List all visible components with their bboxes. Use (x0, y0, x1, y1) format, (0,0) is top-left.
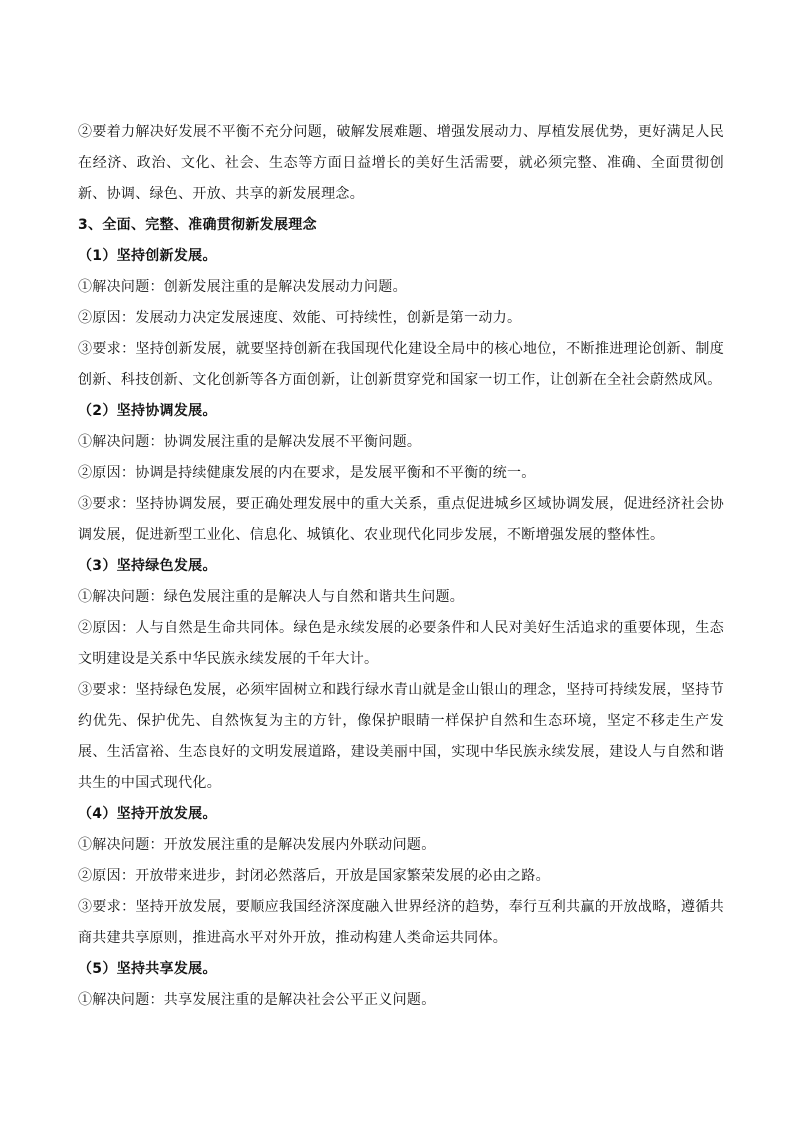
paragraph-body: ②要着力解决好发展不平衡不充分问题，破解发展难题、增强发展动力、厚植发展优势，更好满足人民在经济、政治、文化、社会、生态等方面日益增长的美好生活需要，就必须完整、准确、全面贯彻创新、协调、绿色、开放、共享的新发展理念。 (78, 124, 724, 202)
section-heading: 3、全面、完整、准确贯彻新发展理念 (78, 217, 317, 233)
paragraph-body: ①解决问题：共享发展注重的是解决社会公平正义问题。 (78, 992, 436, 1008)
subsection-heading-openness: （4）坚持开放发展。 (78, 806, 217, 822)
subsection-heading-green: （3）坚持绿色发展。 (78, 558, 217, 574)
document-body (78, 117, 724, 1016)
paragraph-body: ①解决问题：开放发展注重的是解决发展内外联动问题。 (78, 837, 436, 853)
paragraph-body: ①解决问题：协调发展注重的是解决发展不平衡问题。 (78, 434, 422, 450)
paragraph-body: ②原因：发展动力决定发展速度、效能、可持续性，创新是第一动力。 (78, 310, 522, 326)
paragraph-body: ②原因：协调是持续健康发展的内在要求，是发展平衡和不平衡的统一。 (78, 465, 536, 481)
paragraph-body: ③要求：坚持创新发展，就要坚持创新在我国现代化建设全局中的核心地位，不断推进理论创新、制度创新、科技创新、文化创新等各方面创新，让创新贯穿党和国家一切工作，让创新在全社会蔚然成风。 (78, 341, 724, 388)
paragraph-body: ③要求：坚持绿色发展，必须牢固树立和践行绿水青山就是金山银山的理念，坚持可持续发展，坚持节约优先、保护优先、自然恢复为主的方针，像保护眼睛一样保护自然和生态环境，坚定不移走生产发展、生活富裕、生态良好的文明发展道路，建设美丽中国，实现中华民族永续发展，建设人与自然和谐共生的中国式现代化。 (78, 682, 724, 791)
paragraph-body: ②原因：人与自然是生命共同体。绿色是永续发展的必要条件和人民对美好生活追求的重要体现，生态文明建设是关系中华民族永续发展的千年大计。 (78, 620, 724, 667)
paragraph-body: ①解决问题：绿色发展注重的是解决人与自然和谐共生问题。 (78, 589, 465, 605)
subsection-heading-sharing: （5）坚持共享发展。 (78, 961, 217, 977)
paragraph-body: ①解决问题：创新发展注重的是解决发展动力问题。 (78, 279, 407, 295)
paragraph-body: ③要求：坚持开放发展，要顺应我国经济深度融入世界经济的趋势，奉行互利共赢的开放战略，遵循共商共建共享原则，推进高水平对外开放，推动构建人类命运共同体。 (78, 899, 724, 946)
subsection-heading-coordination: （2）坚持协调发展。 (78, 403, 217, 419)
paragraph-body: ③要求：坚持协调发展，要正确处理发展中的重大关系，重点促进城乡区域协调发展，促进经济社会协调发展，促进新型工业化、信息化、城镇化、农业现代化同步发展，不断增强发展的整体性。 (78, 496, 724, 543)
paragraph-body: ②原因：开放带来进步，封闭必然落后，开放是国家繁荣发展的必由之路。 (78, 868, 550, 884)
subsection-heading-innovation: （1）坚持创新发展。 (78, 248, 217, 264)
